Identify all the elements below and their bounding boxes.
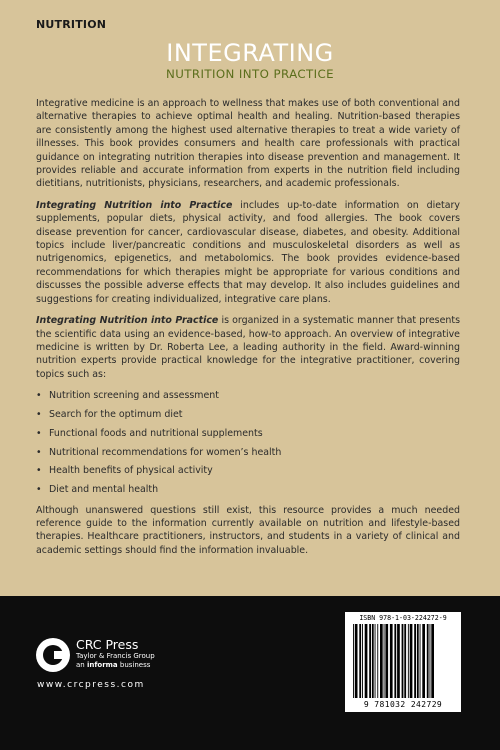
barcode-bar (359, 624, 361, 698)
paragraph-organization (36, 314, 460, 381)
barcode-bar (390, 624, 393, 698)
barcode-bar (385, 624, 388, 698)
barcode-bar (420, 624, 421, 698)
barcode-bar (414, 624, 416, 698)
topic-list (36, 389, 460, 496)
paragraph-organization-text: is organized in a systematic manner that presents the scientific data using an evidence-based, how-to approach. An overview of integrative medicine is written by Dr. Roberta Lee, a leading authority in the field. Award-winning nutrition experts provide practical knowledge for the integrative practitioner, covering topics such as: (36, 315, 460, 380)
barcode-bar (380, 624, 383, 698)
barcode-bar (402, 624, 404, 698)
publisher-url[interactable]: www.crcpress.com (37, 680, 145, 690)
barcode-bar (377, 624, 378, 698)
barcode-bar (362, 624, 363, 698)
publisher-business (76, 661, 155, 670)
logo-c-shape (43, 645, 63, 665)
barcode-bar (408, 624, 409, 698)
barcode-bar (353, 624, 354, 698)
barcode-bar (410, 624, 413, 698)
barcode-bar (394, 624, 396, 698)
publisher-name: CRC Press (76, 637, 139, 652)
publisher-group: Taylor & Francis Group (76, 652, 155, 660)
business-suffix: business (117, 661, 151, 669)
list-item: • Nutrition screening and assessment (36, 389, 460, 402)
list-item: • Search for the optimum diet (36, 408, 460, 421)
paragraph-conclusion: Although unanswered questions still exist, this resource provides a much needed reference guide to the information currently available on nutrition and lifestyle-based therapies. Healthcare practitioners, instructors, and students in a variety of clinical and academic settings should find the information invaluable. (36, 504, 460, 556)
paragraph-contents-text: includes up-to-date information on dietary supplements, popular diets, physical activity, and food allergies. The book covers disease prevention for cancer, cardiovascular disease, diabetes, and obesity. Additional topics include liver/pancreatic conditions and musculoskeletal disorders as well as nutrigenomics, epigenetics, and metabolomics. The book provides evidence-based recommendations for which therapies might be appropriate for various conditions and discusses the possible adverse effects that may develop. It also includes guidelines and suggestions for creating individualized, integrative care plans. (36, 199, 460, 305)
description-body (36, 97, 460, 565)
barcode-bar (372, 624, 374, 698)
barcode-bar (430, 624, 431, 698)
barcode-digits: 9 781032 242729 (363, 700, 443, 709)
barcode-bar (417, 624, 419, 698)
barcode-bar (369, 624, 371, 698)
book-title-inline: Integrating Nutrition into Practice (36, 315, 219, 327)
barcode-bar (355, 624, 358, 698)
category-label: NUTRITION (36, 18, 107, 31)
barcode-bar (375, 624, 376, 698)
barcode-bar (384, 624, 385, 698)
book-title: INTEGRATING (166, 39, 334, 67)
barcode-bar (397, 624, 400, 698)
crc-press-logo-icon (36, 638, 70, 672)
book-title-inline: Integrating Nutrition into Practice (36, 199, 233, 211)
barcode-bar (404, 624, 406, 698)
barcode-icon (351, 624, 455, 698)
publisher-block (76, 638, 155, 670)
business-prefix: an (76, 661, 87, 669)
book-subtitle: NUTRITION INTO PRACTICE (166, 67, 334, 81)
barcode-panel (345, 612, 461, 712)
paragraph-intro: Integrative medicine is an approach to wellness that makes use of both conventional and alternative therapies to achieve optimal health and healing. Nutrition-based therapies are consistently among the highest used alternative therapies to treat a wide variety of illnesses. This book provides consumers and health care professionals with practical guidance on integrating nutrition therapies into disease prevention and management. It provides reliable and accurate information from experts in the nutrition field including dietitians, nutritionists, physicians, researchers, and academic professionals. (36, 98, 460, 190)
list-item: • Diet and mental health (36, 483, 460, 496)
isbn-label: ISBN 978-1-03-224272-9 (359, 614, 447, 622)
barcode-bar (427, 624, 429, 698)
barcode-bar (365, 624, 368, 698)
barcode-bar (431, 624, 434, 698)
paragraph-contents (36, 199, 460, 306)
list-item: • Functional foods and nutritional supplements (36, 427, 460, 440)
list-item: • Nutritional recommendations for women’s health (36, 446, 460, 459)
barcode-bar (422, 624, 425, 698)
business-brand: informa (86, 661, 118, 669)
title-block (0, 40, 500, 81)
list-item: • Health benefits of physical activity (36, 464, 460, 477)
